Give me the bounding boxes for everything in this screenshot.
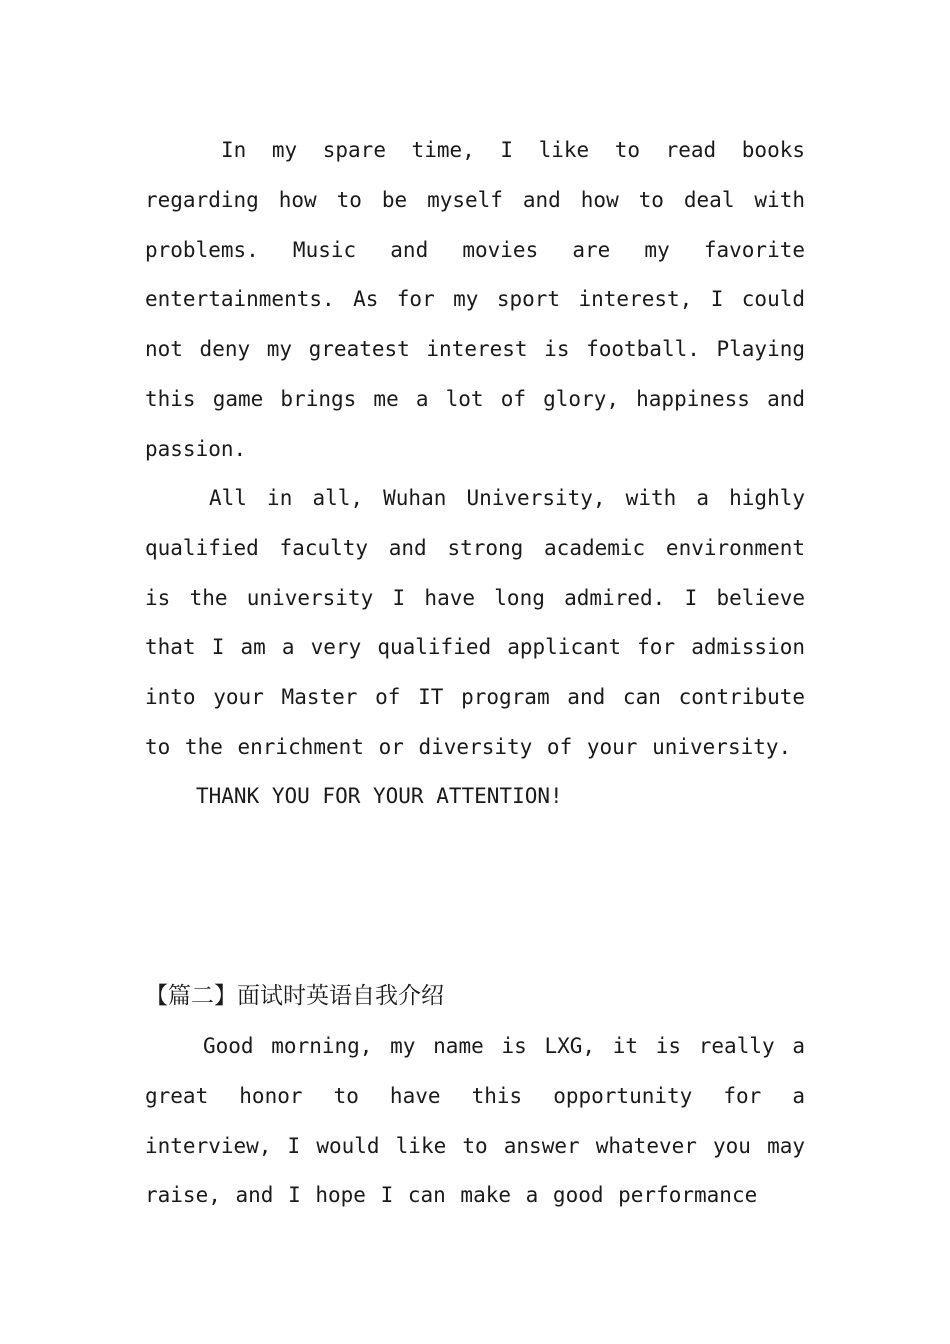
paragraph-spare-time: In my spare time, I like to read books regarding how to be myself and how to deal with problems. Music and movies are my favorite entertainments. As for my sport interest, I could not deny my greatest interest is football. Playing this game brings me a lot of glory, happiness and passion. [145,138,805,461]
paragraph-conclusion: All in all, Wuhan University, with a highly qualified faculty and strong academic environment is the university I have long admired. I believe that I am a very qualified applicant for admission into your Master of IT program and can contribute to the enrichment or diversity of your university. [145,486,805,759]
closing-line: THANK YOU FOR YOUR ATTENTION! [196,784,563,808]
section-heading: 【篇二】面试时英语自我介绍 [145,983,444,1009]
paragraph-introduction: Good morning, my name is LXG, it is really a great honor to have this opportunity for a interview, I would like to answer whatever you may raise, and I hope I can make a good performance [145,1034,805,1208]
